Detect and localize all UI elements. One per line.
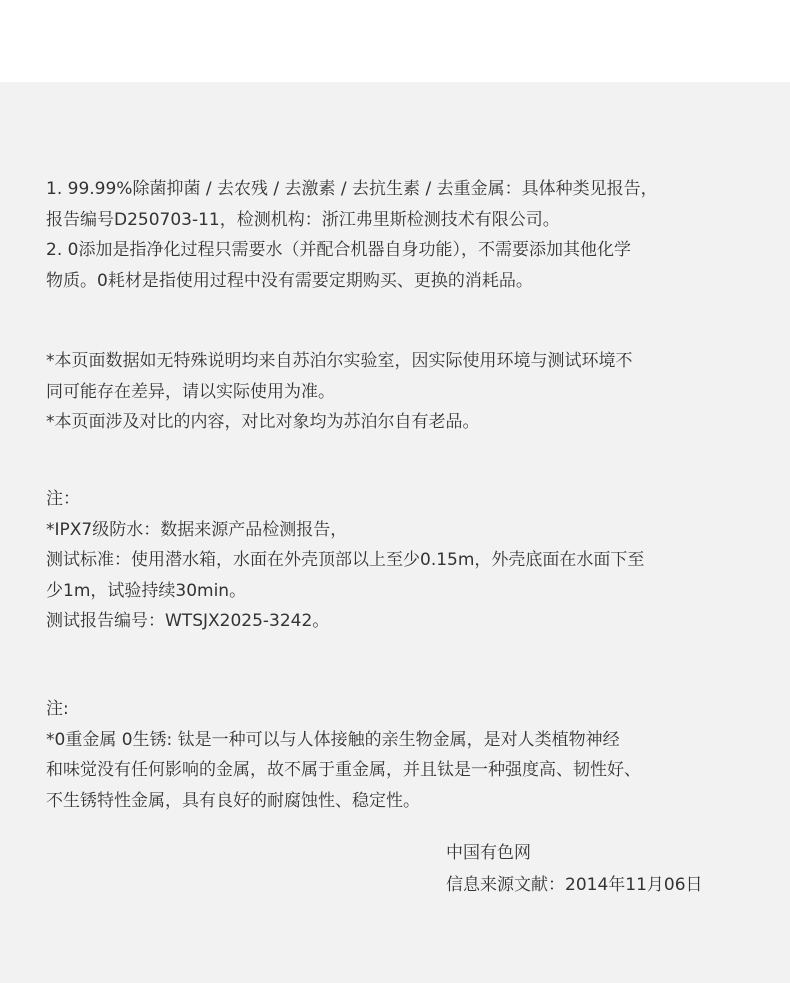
waterproof-note-heading: 注： (46, 489, 80, 509)
titanium-line-1: *0重金属 0生锈: 钛是一种可以与人体接触的亲生物金属，是对人类植物神经 (46, 729, 620, 750)
source-info: 信息来源文献：2014年11月06日 (446, 875, 703, 895)
waterproof-line-1: *IPX7级防水：数据来源产品检测报告， (46, 519, 348, 540)
titanium-note-heading: 注: (46, 699, 69, 719)
waterproof-line-2: 测试标准：使用潜水箱，水面在外壳顶部以上至少0.15m，外壳底面在水面下至 (46, 550, 645, 570)
claims-line-4: 物质。0耗材是指使用过程中没有需要定期购买、更换的消耗品。 (46, 270, 533, 291)
top-blank-band (0, 0, 790, 82)
claims-line-3: 2. 0添加是指净化过程只需要水（并配合机器自身功能），不需要添加其他化学 (46, 240, 631, 260)
data-source-disclaimer-section (46, 346, 766, 438)
waterproof-note-section (46, 484, 766, 637)
disclaimer-line-2: 同可能存在差异，请以实际使用为准。 (46, 381, 335, 402)
waterproof-line-3: 少1m，试验持续30min。 (46, 580, 247, 601)
titanium-line-2: 和味觉没有任何影响的金属，故不属于重金属，并且钛是一种强度高、韧性好、 (46, 760, 641, 780)
titanium-line-3: 不生锈特性金属，具有良好的耐腐蚀性、稳定性。 (46, 790, 420, 811)
claims-line-1: 1. 99.99%除菌抑菌 / 去农残 / 去激素 / 去抗生素 / 去重金属：具体种类见报告， (46, 179, 658, 199)
claims-notes-section (46, 174, 766, 296)
disclaimer-line-3: *本页面涉及对比的内容，对比对象均为苏泊尔自有老品。 (46, 412, 480, 432)
waterproof-line-4: 测试报告编号：WTSJX2025-3242。 (46, 611, 330, 631)
disclaimer-line-1: *本页面数据如无特殊说明均来自苏泊尔实验室，因实际使用环境与测试环境不 (46, 351, 633, 371)
titanium-note-section (46, 694, 766, 816)
source-name: 中国有色网 (446, 843, 531, 863)
claims-line-2: 报告编号D250703-11，检测机构：浙江弗里斯检测技术有限公司。 (46, 209, 560, 230)
